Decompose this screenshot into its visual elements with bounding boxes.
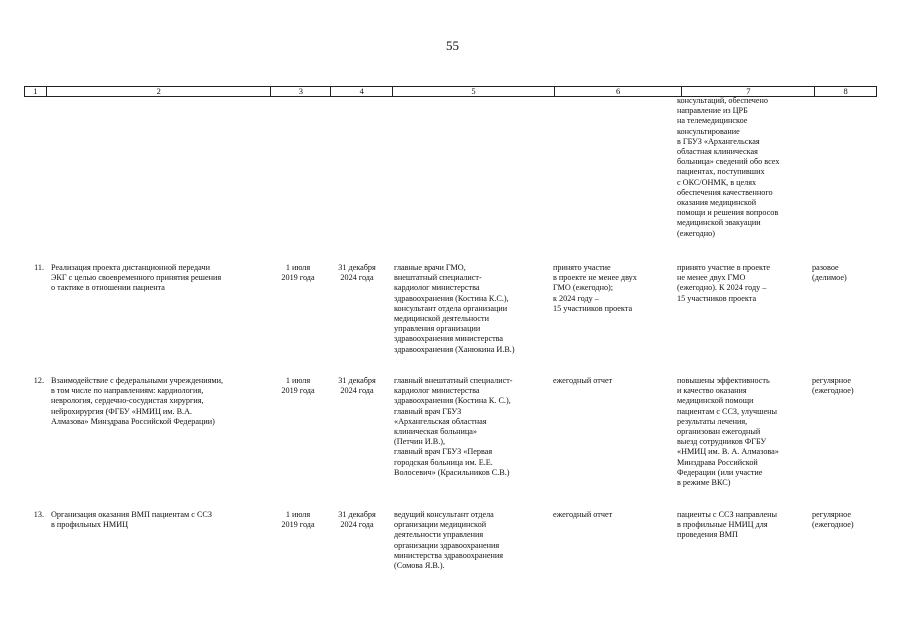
event-type: регулярное (ежегодное) xyxy=(812,510,854,530)
end-date: 31 декабря 2024 года xyxy=(338,510,376,530)
target-indicator: ежегодный отчет xyxy=(553,510,613,519)
row-number: 12. xyxy=(33,376,44,385)
end-date: 31 декабря 2024 года xyxy=(338,263,376,283)
column-header-8: 8 xyxy=(843,86,848,96)
column-header-4: 4 xyxy=(331,87,393,96)
target-indicator: ежегодный отчет xyxy=(553,376,613,385)
row-number: 13. xyxy=(33,510,44,519)
responsible-persons: главный внештатный специалист- кардиолог министерства здравоохранения (Костина К. С.), главный врач ГБУЗ «Архангельская областная клиническая больница» (Петчин И.В.), главный врач ГБУЗ «Первая городская больница им. Е.Е. Волосевич» (Красильников С.В.) xyxy=(394,376,513,477)
event-description: Организация оказания ВМП пациентам с ССЗ в профильных НМИЦ xyxy=(51,510,212,530)
start-date: 1 июля 2019 года xyxy=(281,263,315,283)
column-header-1: 1 xyxy=(25,87,47,96)
page-number: 55 xyxy=(446,38,459,53)
column-header-2: 2 xyxy=(47,87,271,96)
expected-result: пациенты с ССЗ направлены в профильные НМИЦ для проведения ВМП xyxy=(677,510,778,540)
responsible-persons: ведущий консультант отдела организации медицинской деятельности управления организации здравоохранения министерства здравоохранения (Сомова Я.В.). xyxy=(394,510,504,571)
expected-result: принято участие в проекте не менее двух ГМО (ежегодно). К 2024 году – 15 участников проекта xyxy=(677,263,771,303)
event-description: Взаимодействие с федеральными учреждениями, в том числе по направлениям: кардиология, неврология, сердечно-сосудистая хирургия, нейрохирургия (ФГБУ «НМИЦ им. В.А. Алмазова» Минздрава Российской Федерации) xyxy=(51,376,224,426)
end-date: 31 декабря 2024 года xyxy=(338,376,376,396)
row-number: 11. xyxy=(34,263,44,272)
event-type: разовое (делимое) xyxy=(812,263,847,283)
column-header-3: 3 xyxy=(271,87,331,96)
event-type: регулярное (ежегодное) xyxy=(812,376,854,396)
column-header-5: 5 xyxy=(393,87,555,96)
column-header-6: 6 xyxy=(555,87,683,96)
responsible-persons: главные врачи ГМО, внештатный специалист- кардиолог министерства здравоохранения (Костина К.С.), консультант отдела организации медицинской деятельности управления организации здравоохранения министерства здравоохранения (Ханюкина И.В.) xyxy=(394,263,515,354)
column-header-7: 7 xyxy=(682,87,815,96)
start-date: 1 июля 2019 года xyxy=(281,510,315,530)
event-description: Реализация проекта дистанционной передачи ЭКГ с целью своевременного принятия решения о тактике в отношении пациента xyxy=(51,263,222,293)
target-indicator: принято участие в проекте не менее двух ГМО (ежегодно); к 2024 году – 15 участников проекта xyxy=(553,263,637,313)
continuation-result-cell: консультаций, обеспечено направление из ЦРБ на телемедицинское консультирование в ГБУЗ «Архангельская областная клиническая больница» сведений обо всех пациентах, поступивших с ОКС/ОНМК, в целях обеспечения качественного оказания медицинской помощи и решения вопросов медицинской эвакуации (ежегодно) xyxy=(677,96,780,238)
start-date: 1 июля 2019 года xyxy=(281,376,315,396)
expected-result: повышены эффективность и качество оказания медицинской помощи пациентам с ССЗ, улучшены результаты лечения, организован ежегодный выезд сотрудников ФГБУ «НМИЦ им. В. А. Алмазова» Минздрава Российской Федерации (или участие в режиме ВКС) xyxy=(677,376,779,488)
